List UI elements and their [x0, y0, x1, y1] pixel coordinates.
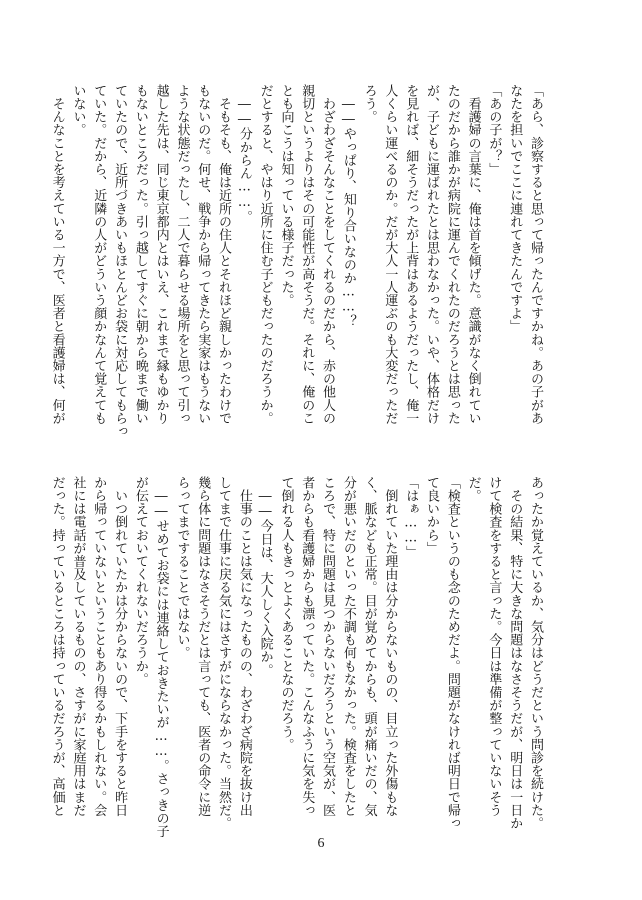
text-line: 越した先は、同じ東京都内とはいえ、これまで縁もゆかり	[153, 84, 169, 425]
text-line: たのだから誰かが病院に運んでくれたのだろうとは思った	[444, 84, 460, 425]
text-line: ていたので、近所づきあいもほとんどお袋に対応してもらっ	[112, 84, 128, 438]
text-line: ような状態だったし、二人で暮らせる場所をと思って引っ	[174, 84, 190, 425]
text-line: 仕事のことは気になったものの、わざわざ病院を抜け出	[236, 476, 252, 817]
text-line: 親切というよりはその可能性が高そうだ。それに、俺のこ	[299, 84, 315, 425]
text-line: 「あの子が？」	[486, 84, 502, 176]
text-line: を見れば、細そうだったが上背はあるようだったし、俺一	[403, 84, 419, 425]
text-line: ころで、特に問題は見つからないだろうという空気が、医	[320, 476, 336, 817]
text-line: 「あら、診察すると思って帰ったんですかね。あの子があ	[528, 84, 543, 425]
text-line: て良いから」	[424, 476, 440, 555]
text-line: らってまですることではない。	[174, 476, 190, 660]
text-line: もないところだった。引っ越してすぐに朝から晩まで働い	[132, 84, 148, 425]
text-line: いない。	[70, 84, 86, 137]
text-line: 看護婦の言葉に、俺は首を傾げた。意識がなく倒れてい	[465, 84, 481, 425]
text-line: けて検査をすると言った。今日は準備が整っていないそう	[486, 476, 502, 817]
text-line: 者からも看護婦からも漂っていた。こんなふうに気を失っ	[299, 476, 315, 817]
text-line: 倒れていた理由は分からないものの、目立った外傷もな	[382, 476, 398, 817]
text-line: く、脈なども正常。目が覚めてからも、頭が痛いだの、気	[361, 476, 377, 817]
text-line: わざわざそんなことをしてくれるのだから、赤の他人の	[320, 84, 336, 425]
text-line: ろう。	[361, 84, 377, 124]
text-line: 社には電話が普及しているものの、さすがに家庭用はまだ	[70, 476, 86, 817]
text-line: が、子どもに運ばれたとは思わなかった。いや、体格だけ	[424, 84, 440, 425]
text-line: なたを担いでここに連れてきたんですよ」	[507, 84, 523, 333]
text-line: ――今日は、大人しく入院か。	[257, 476, 273, 677]
text-line: あったか覚えているか、気分はどうだという問診を続けた。	[528, 476, 543, 830]
text-line: 「はぁ……」	[403, 476, 419, 559]
text-line: してまで仕事に戻る気にはさすがにならなかった。当然だ。	[216, 476, 232, 830]
text-line: から帰っていないということもあり得るかもしれない。会	[91, 476, 107, 817]
text-line: そもそも、俺は近所の住人とそれほど親しかったわけで	[216, 84, 232, 425]
text-line: もないのだ。何せ、戦争から帰ってきたら実家はもうない	[195, 84, 211, 425]
text-line: だった。持っているところは持っているだろうが、高価と	[49, 476, 65, 817]
lower-text-block	[49, 476, 545, 838]
text-line: ――分からん……。	[236, 84, 252, 223]
text-line: 分が悪いだのといった不調も何もなかった。検査をしたと	[340, 476, 356, 817]
text-line: て倒れる人もきっとよくあることなのだろう。	[278, 476, 294, 752]
text-line: その結果、特に大きな問題はなさそうだが、明日は一日か	[507, 476, 523, 830]
upper-text-block	[49, 84, 545, 438]
text-line: 人くらい運べるのか。だが大人一人運ぶのも大変だっただ	[382, 84, 398, 425]
text-line: 「検査というのも念のためだよ。問題がなければ明日で帰っ	[444, 476, 460, 830]
text-line: 幾ら体に問題はなさそうだとは言っても、医者の命令に逆	[195, 476, 211, 817]
text-line: ――せめてお袋には連絡しておきたいが……。さっきの子	[153, 476, 169, 838]
text-line: とも向こうは知っている様子だった。	[278, 84, 294, 307]
page-number: 6	[317, 836, 325, 851]
text-line: いつ倒れていたかは分からないので、下手をすると昨日	[112, 476, 128, 817]
text-line: だとすると、やはり近所に住む子どもだったのだろうか。	[257, 84, 273, 425]
text-line: ――やっぱり、知り合いなのか……？	[340, 84, 356, 328]
text-line: そんなことを考えている一方で、医者と看護婦は、何が	[49, 84, 65, 425]
text-line: が伝えておいてくれないだろうか。	[132, 476, 148, 686]
text-line: ていた。だから、近隣の人がどういう顔かなんて覚えても	[91, 84, 107, 425]
text-line: だ。	[465, 476, 481, 503]
